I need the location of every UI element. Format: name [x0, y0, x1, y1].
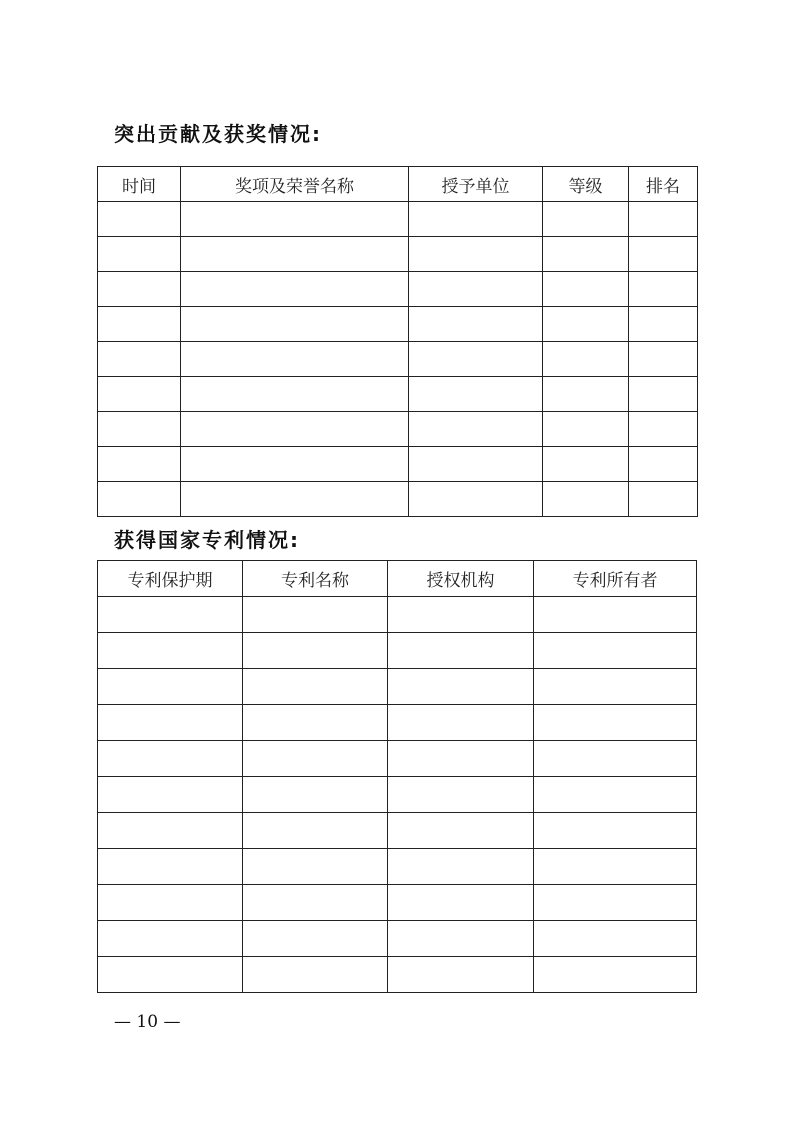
patents-table-row — [98, 777, 697, 813]
patents-table-cell[interactable] — [534, 885, 697, 921]
awards-section-title: 突出贡献及获奖情况: — [114, 122, 322, 146]
patents-table-cell[interactable] — [243, 849, 388, 885]
patents-table-cell[interactable] — [98, 705, 243, 741]
awards-table-row — [98, 202, 698, 237]
patents-table-cell[interactable] — [388, 633, 534, 669]
patents-table-cell[interactable] — [534, 669, 697, 705]
patents-table-cell[interactable] — [388, 849, 534, 885]
awards-header-award-name: 奖项及荣誉名称 — [181, 167, 409, 202]
patents-header-authority: 授权机构 — [388, 561, 534, 597]
awards-table-cell[interactable] — [98, 202, 181, 237]
awards-table-cell[interactable] — [409, 447, 543, 482]
awards-header-row — [98, 167, 698, 202]
patents-table-cell[interactable] — [243, 885, 388, 921]
patents-table-row — [98, 957, 697, 993]
awards-table-cell[interactable] — [181, 342, 409, 377]
awards-table-row — [98, 377, 698, 412]
awards-table-cell[interactable] — [409, 482, 543, 517]
patents-table-cell[interactable] — [388, 669, 534, 705]
patents-table-cell[interactable] — [243, 921, 388, 957]
patents-table-cell[interactable] — [388, 813, 534, 849]
patents-table-row — [98, 705, 697, 741]
patents-table-row — [98, 633, 697, 669]
awards-table-cell[interactable] — [629, 412, 698, 447]
patents-table-cell[interactable] — [243, 705, 388, 741]
patents-table-cell[interactable] — [98, 921, 243, 957]
patents-table-cell[interactable] — [534, 705, 697, 741]
patents-table-cell[interactable] — [534, 633, 697, 669]
patents-table-cell[interactable] — [388, 597, 534, 633]
awards-table-cell[interactable] — [543, 307, 629, 342]
awards-table-row — [98, 412, 698, 447]
awards-table-cell[interactable] — [181, 272, 409, 307]
awards-table-cell[interactable] — [629, 307, 698, 342]
awards-table-cell[interactable] — [409, 237, 543, 272]
awards-table-row — [98, 482, 698, 517]
patents-table-cell[interactable] — [388, 705, 534, 741]
awards-table-cell[interactable] — [98, 237, 181, 272]
page-number: — 10 — — [114, 1012, 181, 1032]
patents-table-cell[interactable] — [534, 741, 697, 777]
awards-table-cell[interactable] — [181, 202, 409, 237]
patents-table-cell[interactable] — [243, 777, 388, 813]
patents-table-row — [98, 741, 697, 777]
awards-table-cell[interactable] — [98, 342, 181, 377]
patents-table-cell[interactable] — [388, 885, 534, 921]
awards-table-row — [98, 342, 698, 377]
awards-table-cell[interactable] — [629, 482, 698, 517]
awards-table-cell[interactable] — [409, 307, 543, 342]
patents-table-cell[interactable] — [98, 633, 243, 669]
awards-table-cell[interactable] — [629, 237, 698, 272]
patents-table-cell[interactable] — [243, 741, 388, 777]
awards-table-cell[interactable] — [543, 412, 629, 447]
awards-table-cell[interactable] — [181, 237, 409, 272]
patents-table — [97, 560, 697, 993]
awards-table-cell[interactable] — [98, 377, 181, 412]
awards-table-cell[interactable] — [409, 202, 543, 237]
patents-table-cell[interactable] — [243, 633, 388, 669]
awards-table-cell[interactable] — [181, 412, 409, 447]
awards-table-row — [98, 447, 698, 482]
patents-header-patent-name: 专利名称 — [243, 561, 388, 597]
patents-table-row — [98, 669, 697, 705]
awards-table-cell[interactable] — [98, 307, 181, 342]
patents-table-cell[interactable] — [98, 597, 243, 633]
awards-table-cell[interactable] — [629, 447, 698, 482]
awards-table-cell[interactable] — [181, 307, 409, 342]
patents-table-cell[interactable] — [388, 741, 534, 777]
awards-table-cell[interactable] — [629, 377, 698, 412]
patents-table-cell[interactable] — [98, 813, 243, 849]
awards-table-cell[interactable] — [98, 412, 181, 447]
awards-table-cell[interactable] — [181, 447, 409, 482]
patents-table-cell[interactable] — [98, 885, 243, 921]
patents-table-row — [98, 849, 697, 885]
patents-section-title: 获得国家专利情况: — [114, 528, 300, 552]
patents-table-cell[interactable] — [98, 741, 243, 777]
awards-table-cell[interactable] — [98, 447, 181, 482]
patents-table-cell[interactable] — [388, 921, 534, 957]
awards-table-row — [98, 307, 698, 342]
awards-table-row — [98, 237, 698, 272]
patents-table-row — [98, 813, 697, 849]
awards-table-cell[interactable] — [629, 202, 698, 237]
patents-table-cell[interactable] — [534, 813, 697, 849]
awards-table-cell[interactable] — [181, 377, 409, 412]
awards-table-cell[interactable] — [543, 272, 629, 307]
patents-table-cell[interactable] — [388, 777, 534, 813]
patents-table-cell[interactable] — [534, 957, 697, 993]
awards-table-cell[interactable] — [98, 482, 181, 517]
awards-table-cell[interactable] — [629, 272, 698, 307]
patents-table-row — [98, 921, 697, 957]
patents-table-cell[interactable] — [534, 849, 697, 885]
patents-header-row — [98, 561, 697, 597]
awards-table-cell[interactable] — [629, 342, 698, 377]
awards-table-cell[interactable] — [543, 237, 629, 272]
awards-table-cell[interactable] — [543, 482, 629, 517]
awards-table-row — [98, 272, 698, 307]
awards-table-cell[interactable] — [409, 272, 543, 307]
awards-header-grade: 等级 — [543, 167, 629, 202]
awards-table-cell[interactable] — [98, 272, 181, 307]
awards-table-cell[interactable] — [543, 202, 629, 237]
patents-table-cell[interactable] — [243, 813, 388, 849]
patents-table-row — [98, 597, 697, 633]
awards-table-cell[interactable] — [543, 342, 629, 377]
awards-table-cell[interactable] — [409, 377, 543, 412]
patents-table-cell[interactable] — [98, 669, 243, 705]
patents-table-cell[interactable] — [243, 957, 388, 993]
awards-table-cell[interactable] — [543, 447, 629, 482]
patents-header-protection-period: 专利保护期 — [98, 561, 243, 597]
patents-table-cell[interactable] — [534, 597, 697, 633]
patents-table-cell[interactable] — [534, 921, 697, 957]
awards-header-rank: 排名 — [629, 167, 698, 202]
awards-header-granting-unit: 授予单位 — [409, 167, 543, 202]
awards-table-cell[interactable] — [409, 342, 543, 377]
patents-table-cell[interactable] — [243, 669, 388, 705]
awards-table-cell[interactable] — [181, 482, 409, 517]
patents-header-owner: 专利所有者 — [534, 561, 697, 597]
patents-table-cell[interactable] — [98, 849, 243, 885]
patents-table-cell[interactable] — [534, 777, 697, 813]
patents-table-row — [98, 885, 697, 921]
awards-table — [97, 166, 698, 517]
patents-table-cell[interactable] — [98, 957, 243, 993]
awards-table-cell[interactable] — [409, 412, 543, 447]
patents-table-cell[interactable] — [388, 957, 534, 993]
awards-table-cell[interactable] — [543, 377, 629, 412]
awards-header-time: 时间 — [98, 167, 181, 202]
patents-table-cell[interactable] — [243, 597, 388, 633]
patents-table-cell[interactable] — [98, 777, 243, 813]
